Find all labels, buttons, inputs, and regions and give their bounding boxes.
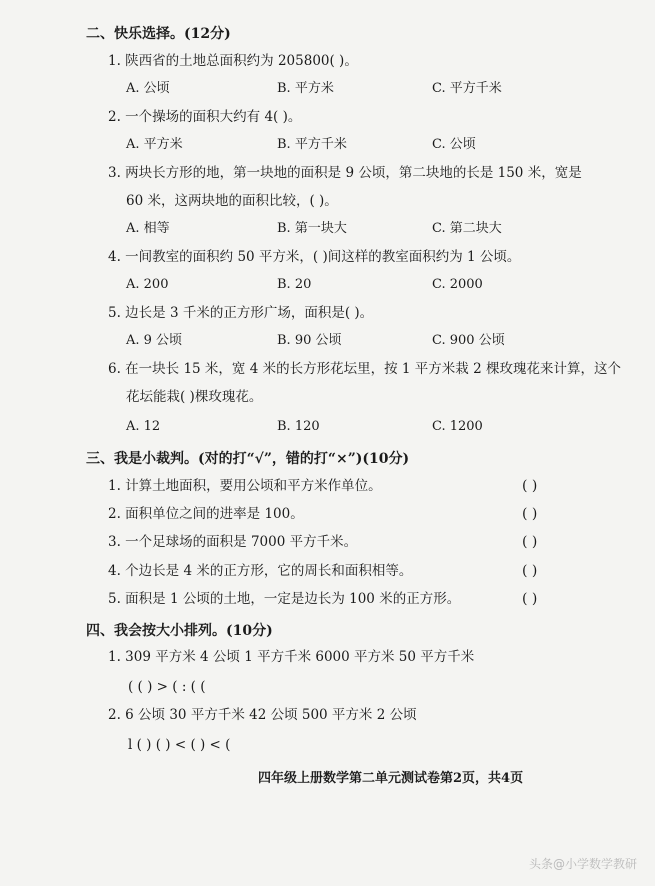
judge-answer-blank-3[interactable]: ( ) — [522, 534, 538, 550]
q2-2-option-a: A. 平方米 — [126, 137, 183, 152]
q2-2-option-b: B. 平方千米 — [277, 137, 347, 152]
judge-item-5: 5. 面积是 1 公顷的土地，一定是边长为 100 米的正方形。 — [108, 591, 461, 607]
q2-4-option-a: A. 200 — [126, 277, 169, 292]
q2-5-option-b: B. 90 公顷 — [277, 333, 342, 348]
q2-2-option-c: C. 公顷 — [432, 137, 476, 152]
q2-6-option-a: A. 12 — [126, 419, 161, 434]
watermark: 头条@小学数学教研 — [528, 857, 637, 871]
page-footer: 四年级上册数学第二单元测试卷第2页，共4页 — [258, 771, 524, 786]
q2-3-option-a: A. 相等 — [126, 221, 170, 236]
q2-3-option-b: B. 第一块大 — [277, 221, 347, 236]
judge-answer-blank-2[interactable]: ( ) — [522, 506, 538, 522]
order-q2-items: 2. 6 公顷 30 平方千米 42 公顷 500 平方米 2 公顷 — [108, 707, 417, 723]
q2-6-option-b: B. 120 — [277, 419, 320, 434]
section-3-title: 三、我是小裁判。(对的打“√”，错的打“×”)(10分) — [86, 451, 410, 467]
order-q1-items: 1. 309 平方米 4 公顷 1 平方千米 6000 平方米 50 平方千米 — [108, 649, 475, 665]
q2-6-stem-line1: 6. 在一块长 15 米，宽 4 米的长方形花坛里，按 1 平方米栽 2 棵玫瑰花来计算，这个 — [108, 361, 621, 377]
q2-4-option-b: B. 20 — [277, 277, 312, 292]
q2-1-option-b: B. 平方米 — [277, 81, 334, 96]
section-4-title: 四、我会按大小排列。(10分) — [86, 623, 273, 639]
section-2-title: 二、快乐选择。(12分) — [86, 26, 231, 42]
q2-6-stem-line2: 花坛能栽( )棵玫瑰花。 — [126, 389, 263, 405]
order-q2-blanks[interactable]: l ( ) ( ) < ( ) < ( — [128, 737, 231, 753]
judge-item-1: 1. 计算土地面积，要用公顷和平方米作单位。 — [108, 478, 382, 494]
q2-5-stem: 5. 边长是 3 千米的正方形广场，面积是( )。 — [108, 305, 374, 321]
order-q1-blanks[interactable]: ( ( ) > ( : ( ( — [128, 679, 206, 695]
q2-5-option-c: C. 900 公顷 — [432, 333, 505, 348]
q2-4-option-c: C. 2000 — [432, 277, 483, 292]
q2-5-option-a: A. 9 公顷 — [126, 333, 183, 348]
judge-item-3: 3. 一个足球场的面积是 7000 平方千米。 — [108, 534, 358, 550]
q2-1-stem: 1. 陕西省的土地总面积约为 205800( )。 — [108, 53, 358, 69]
q2-3-stem-line1: 3. 两块长方形的地，第一块地的面积是 9 公顷，第二块地的长是 150 米，宽是 — [108, 165, 582, 181]
q2-4-stem: 4. 一间教室的面积约 50 平方米，( )间这样的教室面积约为 1 公顷。 — [108, 249, 521, 265]
q2-3-option-c: C. 第二块大 — [432, 221, 502, 236]
q2-1-option-c: C. 平方千米 — [432, 81, 502, 96]
q2-3-stem-line2: 60 米，这两块地的面积比较，( )。 — [126, 193, 338, 209]
judge-item-2: 2. 面积单位之间的进率是 100。 — [108, 506, 304, 522]
judge-item-4: 4. 个边长是 4 米的正方形，它的周长和面积相等。 — [108, 563, 413, 579]
q2-1-option-a: A. 公顷 — [126, 81, 170, 96]
judge-answer-blank-5[interactable]: ( ) — [522, 591, 538, 607]
q2-6-option-c: C. 1200 — [432, 419, 483, 434]
q2-2-stem: 2. 一个操场的面积大约有 4( )。 — [108, 109, 302, 125]
judge-answer-blank-1[interactable]: ( ) — [522, 478, 538, 494]
judge-answer-blank-4[interactable]: ( ) — [522, 563, 538, 579]
